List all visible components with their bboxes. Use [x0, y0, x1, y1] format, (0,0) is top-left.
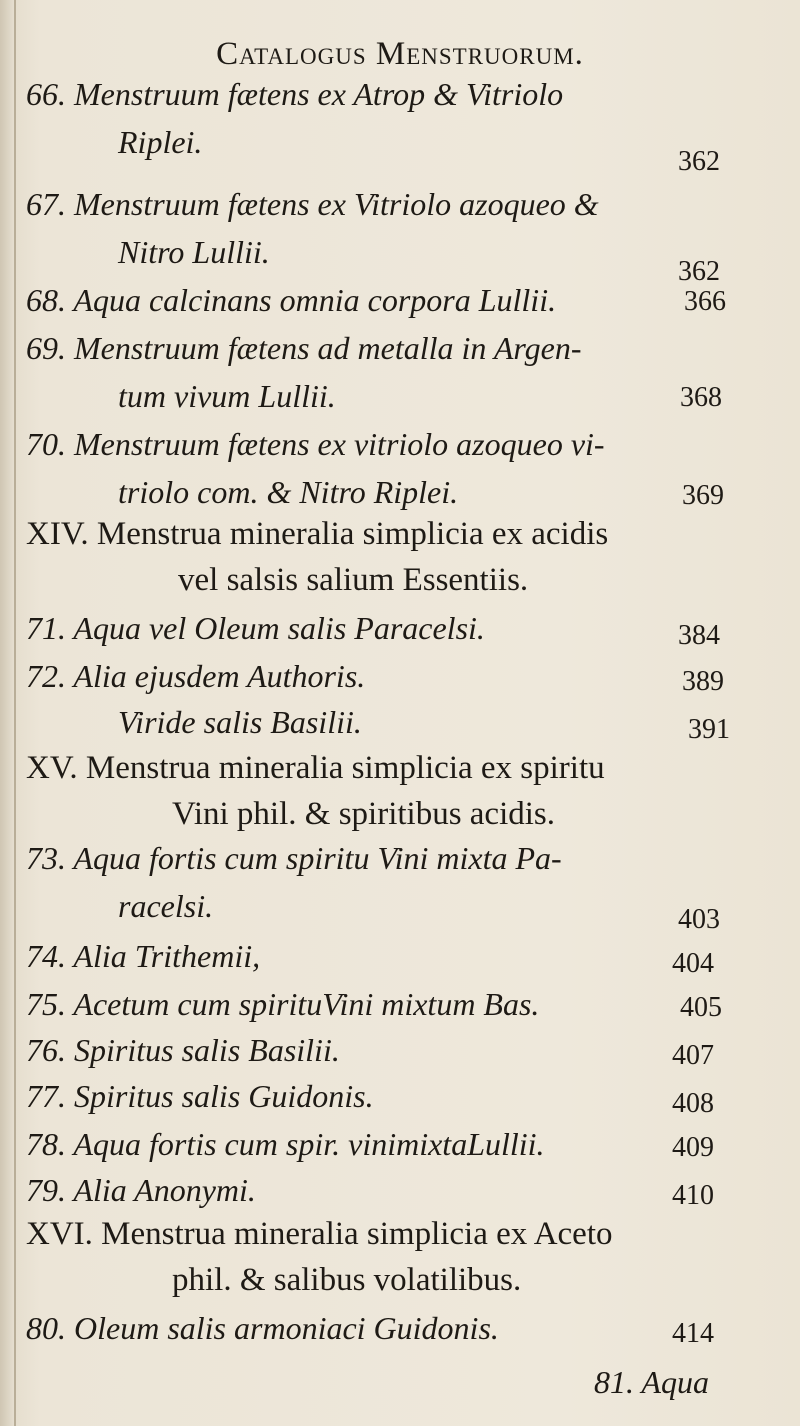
- page-ref-66: 362: [678, 146, 720, 177]
- entry-71: 71. Aqua vel Oleum salis Paracelsi.: [26, 610, 485, 646]
- page-ref-73: 403: [678, 904, 720, 935]
- page-header: Catalogus Menstruorum.: [216, 36, 584, 72]
- page-ref-75: 405: [680, 992, 722, 1023]
- gutter-edge: [14, 0, 16, 1426]
- page-ref-67: 362: [678, 256, 720, 287]
- page-ref-76: 407: [672, 1040, 714, 1071]
- section-xiv-title-line2: vel salsis salium Essentiis.: [178, 562, 529, 598]
- entry-80: 80. Oleum salis armoniaci Guidonis.: [26, 1310, 499, 1346]
- page-ref-80: 414: [672, 1318, 714, 1349]
- page-ref-72: 389: [682, 666, 724, 697]
- section-xvi-title-line2: phil. & salibus volatilibus.: [172, 1262, 522, 1298]
- entry-67-line1: 67. Menstruum fætens ex Vitriolo azoqueo &: [26, 186, 599, 222]
- entry-66-line2: Riplei.: [118, 124, 203, 160]
- entry-79: 79. Alia Anonymi.: [26, 1172, 256, 1208]
- entry-69-line1: 69. Menstruum fætens ad metalla in Argen-: [26, 330, 582, 366]
- entry-75: 75. Acetum cum spirituVini mixtum Bas.: [26, 986, 540, 1022]
- page-ref-71: 384: [678, 620, 720, 651]
- entry-66-line1: 66. Menstruum fætens ex Atrop & Vitriolo: [26, 76, 564, 112]
- entry-77: 77. Spiritus salis Guidonis.: [26, 1078, 374, 1114]
- entry-73-line2: racelsi.: [118, 888, 214, 924]
- entry-73-line1: 73. Aqua fortis cum spiritu Vini mixta Pa-: [26, 840, 562, 876]
- section-xvi-title-line1: XVI. Menstrua mineralia simplicia ex Aceto: [26, 1216, 613, 1252]
- page-ref-74: 404: [672, 948, 714, 979]
- entry-76: 76. Spiritus salis Basilii.: [26, 1032, 340, 1068]
- entry-70-line1: 70. Menstruum fætens ex vitriolo azoqueo vi-: [26, 426, 605, 462]
- page-ref-79: 410: [672, 1180, 714, 1211]
- page-ref-70: 369: [682, 480, 724, 511]
- section-xv-title-line2: Vini phil. & spiritibus acidis.: [172, 796, 556, 832]
- entry-viride: Viride salis Basilii.: [118, 704, 362, 740]
- section-xiv-title-line1: XIV. Menstrua mineralia simplicia ex acidis: [26, 516, 609, 552]
- entry-69-line2: tum vivum Lullii.: [118, 378, 336, 414]
- page-gutter: [0, 0, 14, 1426]
- page-ref-78: 409: [672, 1132, 714, 1163]
- entry-67-line2: Nitro Lullii.: [118, 234, 270, 270]
- section-xv-title-line1: XV. Menstrua mineralia simplicia ex spiritu: [26, 750, 605, 786]
- entry-74: 74. Alia Trithemii,: [26, 938, 261, 974]
- entry-72: 72. Alia ejusdem Authoris.: [26, 658, 366, 694]
- entry-70-line2: triolo com. & Nitro Riplei.: [118, 474, 459, 510]
- catchword: 81. Aqua: [594, 1364, 709, 1400]
- page-ref-68: 366: [684, 286, 726, 317]
- entry-68: 68. Aqua calcinans omnia corpora Lullii.: [26, 282, 557, 318]
- page-ref-77: 408: [672, 1088, 714, 1119]
- entry-78: 78. Aqua fortis cum spir. vinimixtaLullii.: [26, 1126, 545, 1162]
- page-ref-viride: 391: [688, 714, 730, 745]
- page-ref-69: 368: [680, 382, 722, 413]
